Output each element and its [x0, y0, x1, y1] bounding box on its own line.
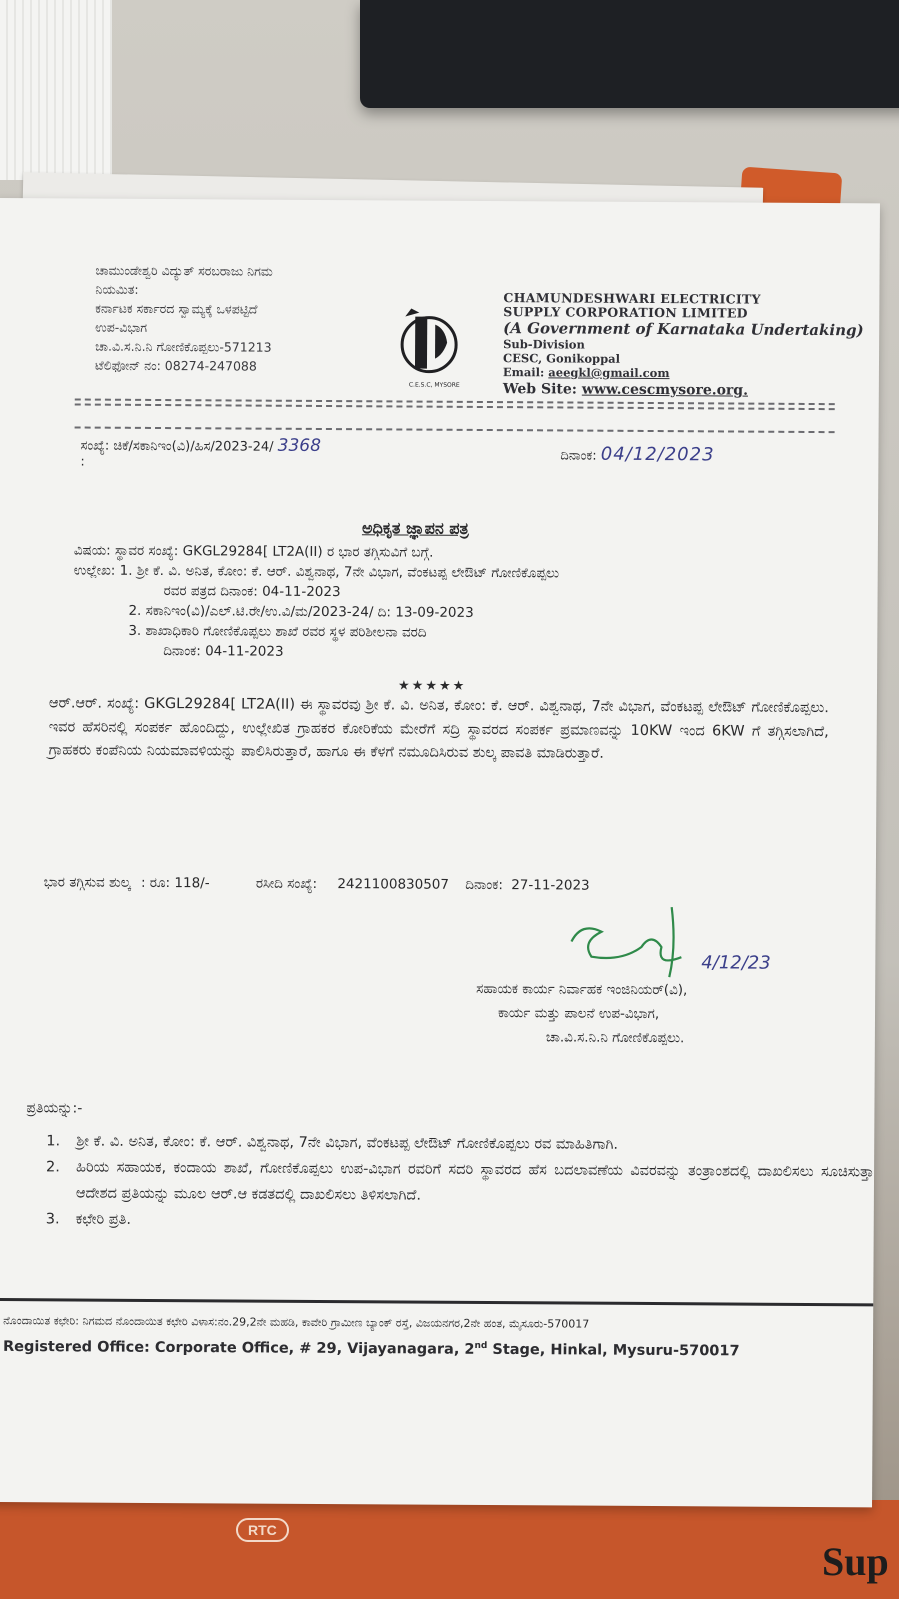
reference-1-cont: ರವರ ಪತ್ರದ ದಿನಾಂಕ: 04-11-2023 — [163, 583, 341, 601]
memo-title: ಅಧಿಕೃತ ಜ್ಞಾಪನ ಪತ್ರ — [361, 518, 469, 538]
folder-bottom — [0, 1500, 899, 1599]
footer-sup: nd — [474, 1340, 488, 1352]
fee-label: ಭಾರ ತಗ್ಗಿಸುವ ಶುಲ್ಕ — [43, 874, 131, 891]
reference-date — [560, 443, 714, 465]
paper-stack — [0, 0, 112, 180]
reference-label: ಸಂಖ್ಯೆ: ಚಿಕೆ/ಸಕಾನಿಇಂ(ವಿ)/ಹಿಸ/2023-24/ — [80, 438, 274, 455]
subdivision: Sub-Division — [503, 337, 585, 352]
signer-office: ಚಾ.ವಿ.ಸ.ನಿ.ನಿ ಗೋಣಿಕೊಪ್ಪಲು. — [545, 1029, 685, 1047]
letterhead-line: ಟೆಲಿಫೋನ್ ನಂ: 08274-247088 — [94, 357, 257, 374]
letterhead-line: ನಿಯಮಿತ: — [95, 281, 139, 297]
email-label: Email: — [502, 365, 545, 380]
signer-unit: ಕಾರ್ಯ ಮತ್ತು ಪಾಲನೆ ಉಪ-ವಿಭಾಗ, — [497, 1005, 660, 1023]
signer-block — [476, 977, 688, 1050]
web-label: Web Site: — [502, 381, 578, 398]
receipt-number: 2421100830507 — [337, 876, 450, 893]
body-paragraph: ಆರ್.ಆರ್. ಸಂಖ್ಯೆ: GKGL29284[ LT2A(II) ಈ ಸ್ಥಾವರವು ಶ್ರೀ ಕೆ. ವಿ. ಅನಿತ, ಕೋಂ: ಕೆ. ಆರ್. ವಿಶ್ವನಾಥ, 7ನೇ ವಿಭಾಗ, ವೆಂಕಟಪ್ಪ ಲೇಔಟ್ ಗೋಣಿಕೊಪ್ಪಲು. ಇವರ ಹೆಸರಿನಲ್ಲಿ ಸಂಪರ್ಕ ಹೊಂದಿದ್ದು, ಉಲ್ಲೇಖಿತ ಗ್ರಾಹಕರ ಕೋರಿಕೆಯ ಮೇರೆಗೆ ಸದ್ರಿ ಸ್ಥಾವರದ ಸಂಪರ್ಕ ಪ್ರಮಾಣವನ್ನು 10KW ಇಂದ 6KW ಗೆ ತಗ್ಗಿಸಲಾಗಿದೆ, ಗ್ರಾಹಕರು ಕಂಪೆನಿಯ ನಿಯಮಾವಳಿಯನ್ನು ಪಾಲಿಸಿರುತ್ತಾರೆ, ಹಾಗೂ ಈ ಕೆಳಗೆ ನಮೂದಿಸಿರುವ ಶುಲ್ಕ ಪಾವತಿ ಮಾಡಿರುತ್ತಾರೆ. — [48, 695, 829, 762]
letterhead-line: ಚಾಮುಂಡೇಶ್ವರಿ ವಿದ್ಯುತ್ ಸರಬರಾಜು ನಿಗಮ — [95, 262, 273, 279]
reference-1: ಉಲ್ಲೇಖ: 1. ಶ್ರೀ ಕೆ. ವಿ. ಅನಿತ, ಕೋಂ: ಕೆ. ಆರ್. ವಿಶ್ವನಾಥ, 7ನೇ ವಿಭಾಗ, ವೆಂಕಟಪ್ಪ ಲೇಔಟ್ ಗೋಣಿಕೊಪ್ಪಲು — [73, 562, 560, 582]
item-number: 3. — [45, 1211, 60, 1228]
letter-sheet — [0, 198, 880, 1507]
reference-3: 3. ಶಾಖಾಧಿಕಾರಿ ಗೋಣಿಕೊಪ್ಪಲು ಶಾಖೆ ರವರ ಸ್ಥಳ ಪರಿಶೀಲನಾ ವರದಿ — [128, 622, 427, 641]
corp-name-line1: CHAMUNDESHWARI ELECTRICITY — [503, 290, 761, 307]
item-text: ಶ್ರೀ ಕೆ. ವಿ. ಅನಿತ, ಕೋಂ: ಕೆ. ಆರ್. ವಿಶ್ವನಾಥ, 7ನೇ ವಿಭಾಗ, ವೆಂಕಟಪ್ಪ ಲೇಔಟ್ ಗೋಣಿಕೊಪ್ಪಲು ರವ ಮಾಹಿತಿಗಾಗಿ. — [76, 1133, 619, 1153]
divider — [75, 426, 835, 433]
reference-2: 2. ಸಕಾನಿಇಂ(ವಿ)/ಎಲ್.ಟಿ.ರೇ/ಉ.ವಿ/ಮ/2023-24/ ದಿ: 13-09-2023 — [128, 602, 474, 621]
laptop — [360, 0, 899, 108]
item-text: ಹಿರಿಯ ಸಹಾಯಕ, ಕಂದಾಯ ಶಾಖೆ, ಗೋಣಿಕೊಪ್ಪಲು ಉಪ-ವಿಭಾಗ ರವರಿಗೆ ಸದರಿ ಸ್ಥಾವರದ ಹೆಸ ಬದಲಾವಣೆಯ ವಿವರವನ್ನು ತಂತ್ರಾಂಶದಲ್ಲಿ ದಾಖಲಿಸಲು ಸೂಚಿಸುತ್ತಾ ಆದೇಶದ ಪ್ರತಿಯನ್ನು ಮೂಲ ಆರ್.ಆ ಕಡತದಲ್ಲಿ ದಾಖಲಿಸಲು ತಿಳಿಸಲಾಗಿದೆ. — [75, 1159, 875, 1204]
letterhead-english — [503, 291, 864, 399]
list-item — [46, 1206, 874, 1237]
cesc-logo-icon — [395, 298, 464, 394]
fee-amount: : ರೂ: 118/- — [140, 874, 210, 892]
reference-colon: : — [80, 454, 85, 470]
office-name: CESC, Gonikoppal — [502, 351, 621, 366]
signature-icon — [561, 901, 801, 982]
copies-heading: ಪ್ರತಿಯನ್ನು:- — [26, 1100, 83, 1117]
footer-part: Registered Office: Corporate Office, # 29, Vijayanagara, 2 — [2, 1338, 475, 1358]
letterhead-line: ಕರ್ನಾಟಕ ಸರ್ಕಾರದ ಸ್ವಾಮ್ಯಕ್ಕೆ ಒಳಪಟ್ಟಿದೆ — [95, 300, 258, 317]
footer-kannada: ನೊಂದಾಯಿತ ಕಛೇರಿ: ನಿಗಮದ ನೊಂದಾಯಿತ ಕಛೇರಿ ವಿಳಾಸ:ನಂ.29,2ನೇ ಮಹಡಿ, ಕಾವೇರಿ ಗ್ರಾಮೀಣ ಬ್ಯಾಂಕ್ ರಸ್ತೆ, ವಿಜಯನಗರ,2ನೇ ಹಂತ, ಮೈಸೂರು-570017 — [3, 1314, 590, 1331]
letterhead-line: ಚಾ.ವಿ.ಸ.ನಿ.ನಿ ಗೋಣಿಕೊಪ್ಪಲು-571213 — [95, 338, 272, 355]
corp-name-line2: SUPPLY CORPORATION LIMITED — [503, 304, 748, 321]
footer-english — [3, 1338, 740, 1359]
website-row — [503, 381, 864, 399]
reference-number — [80, 435, 321, 471]
email-row — [503, 365, 864, 381]
date-label: ದಿನಾಂಕ: — [560, 448, 597, 464]
signature-date: 4/12/23 — [701, 952, 771, 974]
signer-designation: ಸಹಾಯಕ ಕಾರ್ಯ ನಿರ್ವಾಹಕ ಇಂಜಿನಿಯರ್(ವಿ), — [476, 980, 688, 999]
item-number: 2. — [46, 1159, 60, 1176]
folder-label: RTC — [236, 1518, 289, 1542]
footer-rule — [0, 1298, 873, 1306]
receipt-date: 27-11-2023 — [511, 877, 590, 894]
fee-line — [44, 874, 590, 893]
letterhead-kannada — [95, 261, 273, 376]
date-handwritten: 04/12/2023 — [600, 443, 715, 466]
subject-line: ವಿಷಯ: ಸ್ಥಾವರ ಸಂಖ್ಯೆ: GKGL29284[ LT2A(II) ರ ಭಾರ ತಗ್ಗಿಸುವಿಗೆ ಬಗ್ಗೆ. — [73, 542, 434, 561]
email-link[interactable]: aeegkl@gmail.com — [548, 365, 670, 381]
corner-text: Sup — [822, 1539, 889, 1584]
logo-text: C.E.S.C, MYSORE — [408, 381, 460, 389]
copies-list — [46, 1128, 875, 1237]
reference-3-cont: ದಿನಾಂಕ: 04-11-2023 — [163, 643, 284, 660]
item-number: 1. — [46, 1133, 61, 1150]
separator-stars: ★★★★★ — [397, 678, 467, 694]
letterhead-line: ಉಪ-ವಿಭಾಗ — [95, 319, 148, 335]
website-link[interactable]: www.cescmysore.org. — [581, 381, 749, 399]
list-item — [46, 1154, 874, 1211]
divider — [75, 403, 835, 410]
subject-block — [73, 540, 834, 665]
receipt-date-label: ದಿನಾಂಕ: — [465, 876, 503, 894]
govt-undertaking: (A Government of Karnataka Undertaking) — [503, 319, 864, 340]
item-text: ಕಛೇರಿ ಪ್ರತಿ. — [75, 1211, 132, 1228]
reference-handwritten: 3368 — [277, 435, 322, 456]
footer-part: Stage, Hinkal, Mysuru-570017 — [487, 1341, 740, 1360]
receipt-label: ರಸೀದಿ ಸಂಖ್ಯೆ: — [255, 875, 318, 892]
